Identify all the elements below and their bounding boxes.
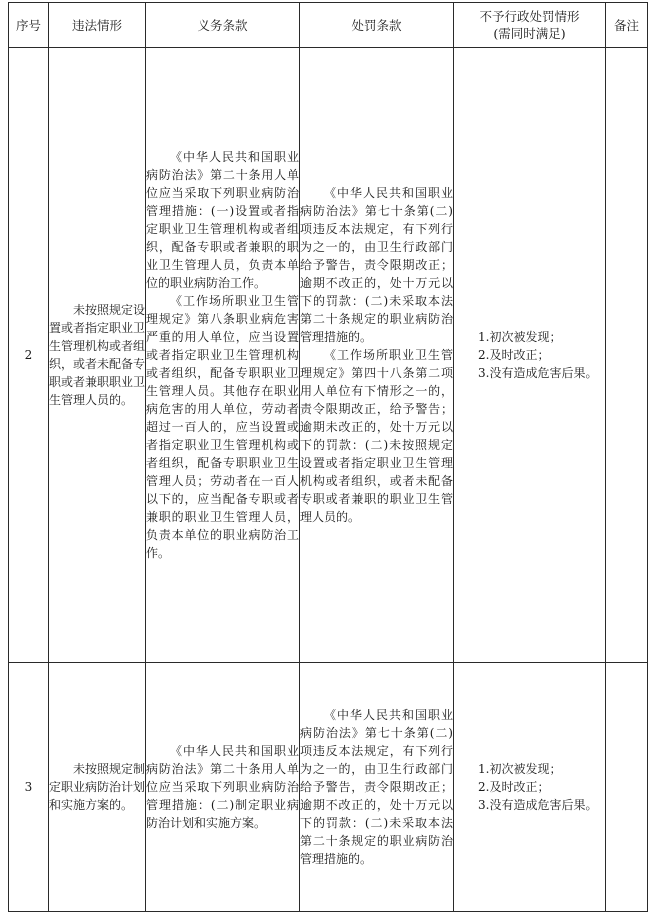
exemption-item: 3.没有造成危害后果。 [478, 798, 598, 812]
header-violation: 违法情形 [49, 3, 146, 48]
exemption-item: 2.及时改正； [478, 780, 550, 794]
penalty-paragraph: 《中华人民共和国职业病防治法》第七十条第(二)项违反本法规定，有下列行为之一的，由卫生行政部门给予警告，责令限期改正；逾期不改正的，处十万元以下的罚款：(二)未采取本法第二十条规定的职业病防治管理措施的。 [300, 708, 453, 866]
table-row [9, 48, 648, 663]
violation-text: 未按照规定制定职业病防治计划和实施方案的。 [49, 762, 146, 812]
penalty-cell [300, 663, 454, 912]
exemption-item: 1.初次被发现； [478, 330, 562, 344]
header-row [9, 3, 648, 48]
header-exemption [454, 3, 606, 48]
header-obligation: 义务条款 [146, 3, 300, 48]
penalty-cell [300, 48, 454, 663]
header-seq: 序号 [9, 3, 49, 48]
header-remarks: 备注 [606, 3, 648, 48]
remarks-cell [606, 663, 648, 912]
header-exemption-line1: 不予行政处罚情形 [479, 9, 580, 24]
obligation-paragraph: 《中华人民共和国职业病防治法》第二十条用人单位应当采取下列职业病防治管理措施：(一)设置或者指定职业卫生管理机构或者组织，配备专职或者兼职的职业卫生管理人员，负责本单位的职业病防治工作。 [146, 150, 299, 290]
penalty-paragraph: 《工作场所职业卫生管理规定》第四十八条第二项用人单位有下情形之一的，责令限期改正，给予警告；逾期未改正的，处十万元以下的罚款：(二)未按照规定设置或者指定职业卫生管理机构或者组织，或者未配备专职或者兼职的职业卫生管理人员的。 [300, 348, 453, 524]
exemption-cell [454, 48, 606, 663]
obligation-cell [146, 663, 300, 912]
obligation-paragraph: 《中华人民共和国职业病防治法》第二十条用人单位应当采取下列职业病防治管理措施：(二)制定职业病防治计划和实施方案。 [146, 744, 299, 830]
table-row [9, 663, 648, 912]
remarks-cell [606, 48, 648, 663]
exemption-item: 3.没有造成危害后果。 [478, 366, 598, 380]
violation-text: 未按照规定设置或者指定职业卫生管理机构或者组织，或者未配备专职或者兼职职业卫生管理人员的。 [49, 303, 146, 407]
seq-cell: 2 [9, 48, 49, 663]
obligation-cell [146, 48, 300, 663]
exemption-item: 1.初次被发现； [478, 762, 562, 776]
obligation-paragraph: 《工作场所职业卫生管理规定》第八条职业病危害严重的用人单位，应当设置或者指定职业卫生管理机构或者组织，配备专职职业卫生管理人员。其他存在职业病危害的用人单位，劳动者超过一百人的，应当设置或者指定职业卫生管理机构或者组织，配备专职职业卫生管理人员；劳动者在一百人以下的，应当配备专职或者兼职的职业卫生管理人员，负责本单位的职业病防治工作。 [146, 294, 299, 560]
exemption-cell [454, 663, 606, 912]
violation-cell [49, 663, 146, 912]
header-exemption-line2: (需同时满足) [493, 26, 566, 41]
violation-cell [49, 48, 146, 663]
exemption-item: 2.及时改正； [478, 348, 550, 362]
header-penalty: 处罚条款 [300, 3, 454, 48]
penalty-paragraph: 《中华人民共和国职业病防治法》第七十条第(二)项违反本法规定，有下列行为之一的，由卫生行政部门给予警告，责令限期改正；逾期不改正的，处十万元以下的罚款：(二)未采取本法第二十条规定的职业病防治管理措施的。 [300, 186, 453, 344]
regulation-table [8, 2, 648, 912]
seq-cell: 3 [9, 663, 49, 912]
